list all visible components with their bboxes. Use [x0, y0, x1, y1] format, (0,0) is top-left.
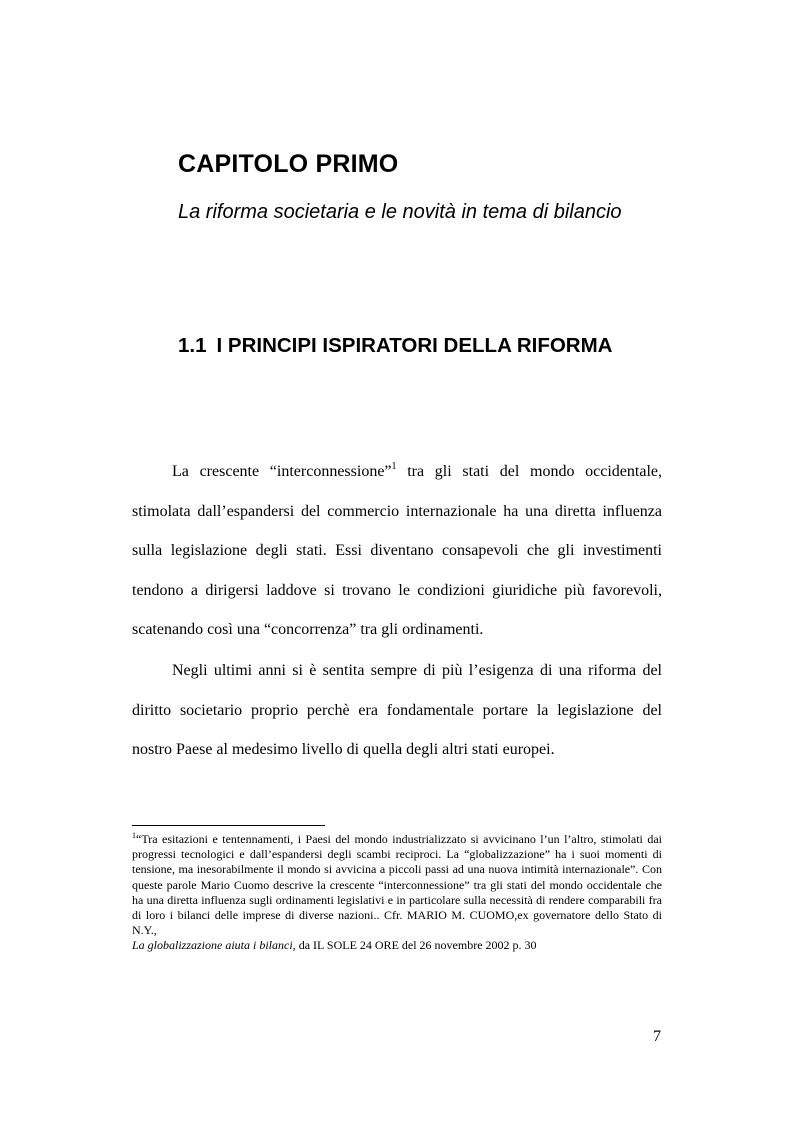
body-paragraph-2: Negli ultimi anni si è sentita sempre di più l’esigenza di una riforma del diritto societario proprio perchè era fondamentale portare la legislazione del nostro Paese al medesimo livello di quella degli altri stati europei. — [132, 662, 662, 759]
footnote-text: “Tra esitazioni e tentennamenti, i Paesi del mondo industrializzato si avvicinano l’un l’altro, stimolati dai progressi tecnologici e dall’espandersi degli scambi reciproci. La “globalizzazione” ha i suoi momenti di tensione, ma inesorabilmente il mondo si avvicina a piccoli passi ad una nuova intimità internazionale”. Con queste parole Mario Cuomo descrive la crescente “interconnessione” tra gli stati del mondo occidentale che ha una diretta influenza sugli ordinamenti legislativi e in particolare sulla necessità di rendere comparabili fra di loro i bilanci delle imprese di diverse nazioni.. Cfr. MARIO M. CUOMO,ex governatore dello Stato di N.Y., — [132, 832, 662, 938]
chapter-subtitle: La riforma societaria e le novità in tema di bilancio — [178, 201, 622, 223]
footnote-source-details: da IL SOLE 24 ORE del 26 novembre 2002 p. 30 — [295, 938, 537, 953]
section-title: I PRINCIPI ISPIRATORI DELLA RIFORMA — [216, 334, 613, 357]
paragraph-text: tra gli stati del mondo occidentale, stimolata dall’espandersi del commercio internazionale ha una diretta influenza sulla legislazione degli stati. Essi diventano consapevoli che gli investimenti tendono a dirigersi laddove si trovano le condizioni giuridiche più favorevoli, scatenando così una “concorrenza” tra gli ordinamenti. — [132, 463, 662, 639]
section-number: 1.1 — [178, 334, 207, 357]
footnote-reference[interactable]: 1 — [391, 461, 397, 472]
body-paragraph-1 — [132, 452, 662, 650]
paragraph-text: La crescente “interconnessione” — [172, 463, 392, 480]
chapter-title: CAPITOLO PRIMO — [178, 150, 399, 178]
footnote-separator — [132, 825, 325, 826]
footnote-source-title: La globalizzazione aiuta i bilanci, — [132, 938, 296, 953]
section-heading — [178, 334, 612, 358]
page-number: 7 — [653, 1028, 661, 1045]
footnote-marker: 1 — [132, 831, 136, 840]
footnote — [132, 832, 662, 954]
